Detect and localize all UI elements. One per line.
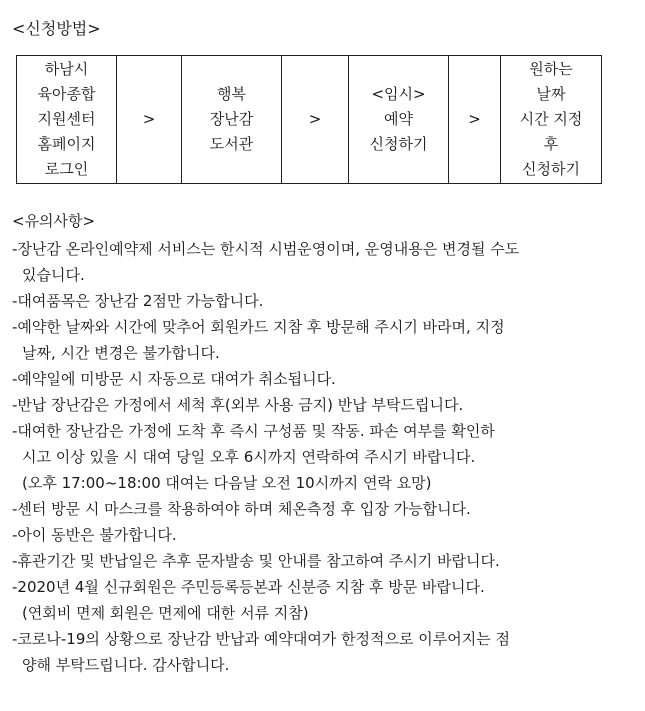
note-line: -휴관기간 및 반납일은 추후 문자발송 및 안내를 참고하여 주시기 바랍니다. bbox=[12, 552, 500, 570]
note-line: -예약일에 미방문 시 자동으로 대여가 취소됩니다. bbox=[12, 370, 336, 388]
note-line: -대여한 장난감은 가정에 도착 후 즉시 구성품 및 작동. 파손 여부를 확인하 bbox=[12, 422, 495, 440]
note-line: (오후 17:00~18:00 대여는 다음날 오전 10시까지 연락 요망) bbox=[22, 474, 432, 492]
step-arrow: > bbox=[117, 56, 182, 184]
note-line: -코로나-19의 상황으로 장난감 반납과 예약대여가 한정적으로 이루어지는 점 bbox=[12, 630, 510, 648]
step-login bbox=[17, 56, 117, 184]
note-line: -아이 동반은 불가합니다. bbox=[12, 526, 177, 544]
note-line: -센터 방문 시 마스크를 착용하여야 하며 체온측정 후 입장 가능합니다. bbox=[12, 500, 471, 518]
step-text: 신청하기 bbox=[522, 160, 580, 178]
note-line: -2020년 4월 신규회원은 주민등록등본과 신분증 지참 후 방문 바랍니다. bbox=[12, 578, 485, 596]
note-line: 날짜, 시간 변경은 불가합니다. bbox=[22, 344, 220, 362]
note-line: -대여품목은 장난감 2점만 가능합니다. bbox=[12, 292, 264, 310]
note-line: -예약한 날짜와 시간에 맞추어 회원카드 지참 후 방문해 주시기 바라며, 지정 bbox=[12, 318, 505, 336]
step-text: 원하는 bbox=[529, 60, 573, 78]
method-title: <신청방법> bbox=[12, 19, 101, 38]
application-steps-table bbox=[16, 55, 602, 184]
step-select-date bbox=[501, 56, 602, 184]
notes-title: <유의사항> bbox=[12, 212, 96, 230]
step-text: 도서관 bbox=[209, 135, 254, 153]
step-arrow: > bbox=[282, 56, 349, 184]
note-line: -장난감 온라인예약제 서비스는 한시적 시범운영이며, 운영내용은 변경될 수도 bbox=[12, 240, 520, 258]
note-line: -반납 장난감은 가정에서 세척 후(외부 사용 금지) 반납 부탁드립니다. bbox=[12, 396, 464, 414]
note-line: 양해 부탁드립니다. 감사합니다. bbox=[22, 656, 230, 674]
step-text: 홈페이지 bbox=[37, 135, 96, 153]
step-toy-library bbox=[182, 56, 282, 184]
step-text: 후 bbox=[543, 135, 559, 153]
step-text: 하남시 bbox=[44, 60, 89, 78]
step-text: 시간 지정 bbox=[519, 110, 583, 128]
step-arrow: > bbox=[449, 56, 501, 184]
step-temp-reservation bbox=[349, 56, 449, 184]
step-text: 지원센터 bbox=[37, 110, 96, 128]
step-text: 예약 bbox=[384, 110, 413, 128]
step-text: 신청하기 bbox=[369, 135, 428, 153]
step-text: 장난감 bbox=[209, 110, 254, 128]
step-text: 날짜 bbox=[536, 85, 566, 103]
step-text: 육아종합 bbox=[37, 85, 96, 103]
step-text: 행복 bbox=[217, 85, 246, 103]
step-text: 로그인 bbox=[44, 160, 89, 178]
note-line: (연회비 면제 회원은 면제에 대한 서류 지참) bbox=[22, 604, 309, 622]
note-line: 시고 이상 있을 시 대여 당일 오후 6시까지 연락하여 주시기 바랍니다. bbox=[22, 448, 476, 466]
note-line: 있습니다. bbox=[22, 266, 85, 284]
notes-list bbox=[12, 236, 612, 678]
step-text: <임시> bbox=[371, 85, 426, 103]
